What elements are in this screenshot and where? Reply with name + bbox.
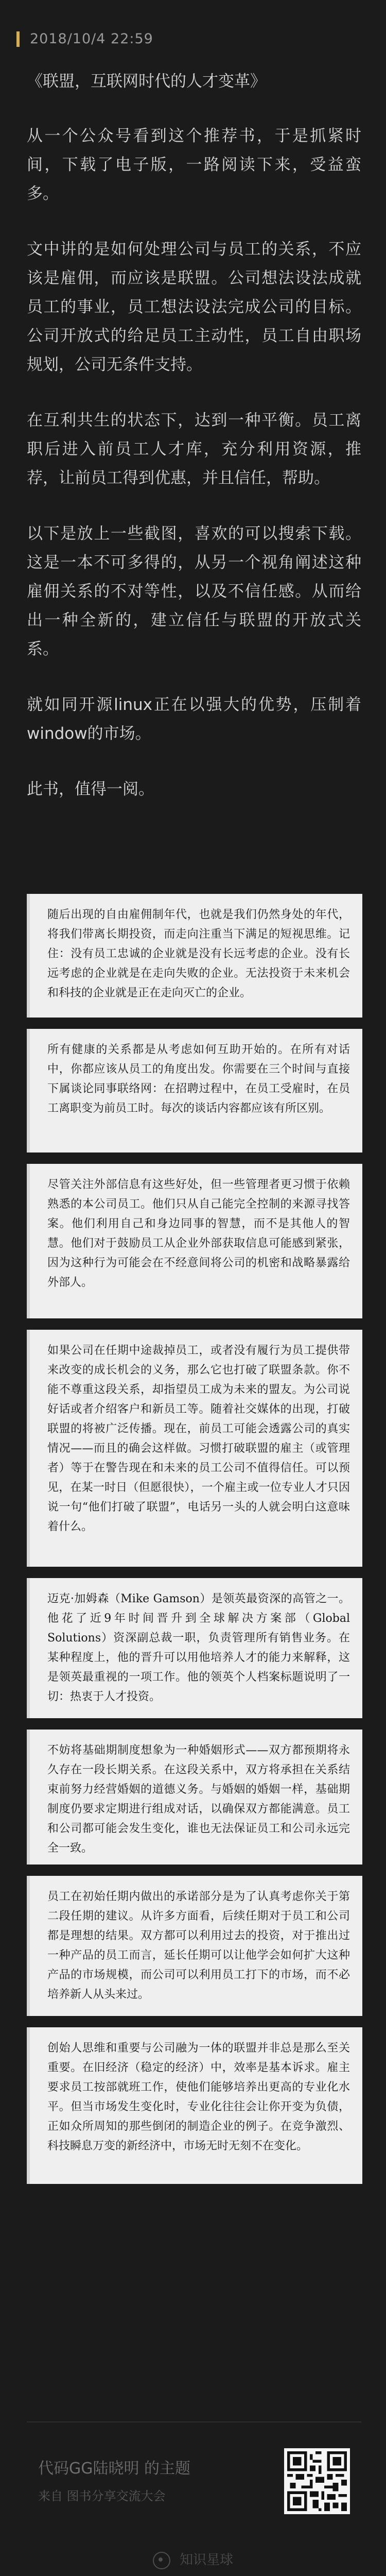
source-line[interactable]: 来自 图书分享交流大会 <box>38 2489 166 2503</box>
post-header <box>16 31 153 47</box>
excerpt-image-1[interactable] <box>27 894 362 1018</box>
excerpt-text: 尽管关注外部信息有这些好处，但一些管理者更习惯于依赖熟悉的本公司员工。他们只从自己能完全控制的来源寻找答案。他们利用自己和身边同事的智慧，而不是其他人的智慧。他们对于鼓励员工从企业外部获取信息可能感到紧张，因为这种行为可能会在不经意间将公司的机密和战略暴露给外部人。 <box>47 1178 350 1289</box>
post-paragraph: 从一个公众号看到这个推荐书，于是抓紧时间，下载了电子版，一路阅读下来，受益蛮多。 <box>27 127 361 203</box>
brand-footer <box>0 2549 386 2569</box>
post-paragraph: 文中讲的是如何处理公司与员工的关系，不应该是雇佣，而应该是联盟。公司想法设法成就员工的事业，员工想法设法完成公司的目标。公司开放式的给足员工主动性，员工自由职场规划，公司无条件支持。 <box>27 240 361 374</box>
excerpt-image-3[interactable] <box>27 1164 362 1318</box>
excerpt-image-5[interactable] <box>27 1578 362 1718</box>
footer-divider <box>27 2421 361 2422</box>
excerpt-text: 迈克·加姆森（Mike Gamson）是领英最资深的高管之一。他花了近9年时间晋升到全球解决方案部（Global Solutions）资深副总裁一职，负责管理所有销售业务。在某种程度上，他的晋升可以用他培养人才的能力来解释，这是领英最重视的一项工作。他的领英个人档案标题说明了一切：热衷于人才投资。 <box>47 1592 350 1703</box>
excerpt-image-2[interactable] <box>27 1029 362 1153</box>
brand-name: 知识星球 <box>180 2552 234 2568</box>
excerpt-images <box>27 894 362 2195</box>
post-paragraph: 就如同开源linux正在以强大的优势，压制着window的市场。 <box>27 696 361 743</box>
excerpt-text: 随后出现的自由雇佣制年代，也就是我们仍然身处的年代，将我们带离长期投资，而走向注重当下满足的短视思维。记住：没有员工忠诚的企业就是没有长远考虑的企业。没有长远考虑的企业就是在走向失败的企业。无法投资于未来机会和科技的企业就是正在走向灭亡的企业。 <box>47 908 350 999</box>
excerpt-image-4[interactable] <box>27 1330 362 1567</box>
accent-bar <box>16 31 20 47</box>
post-paragraph: 在互利共生的状态下，达到一种平衡。员工离职后进入前员工人才库，充分利用资源，推荐，让前员工得到优惠，并且信任，帮助。 <box>27 411 361 487</box>
post-paragraph: 以下是放上一些截图，喜欢的可以搜索下载。这是一本不可多得的，从另一个视角阐述这种雇佣关系的不对等性，以及不信任感。从而给出一种全新的，建立信任与联盟的开放式关系。 <box>27 524 361 658</box>
excerpt-text: 不妨将基础期制度想象为一种婚姻形式——双方都预期将永久存在一段长期关系。在这段关系中，双方将承担在关系结束前努力经营婚姻的道德义务。与婚姻的婚姻一样，基础期制度仍要求定期进行组成对话，以确保双方都能满意。员工和公司都可能会发生变化，谁也无法保证员工和公司永远完全一致。 <box>47 1744 350 1855</box>
excerpt-image-6[interactable] <box>27 1730 362 1865</box>
excerpt-text: 员工在初始任期内做出的承诺部分是为了认真考虑你关于第二段任期的建议。从许多方面看，后续任期对于员工和公司都是理想的结果。双方都可以利用过去的投资，对于推出过一种产品的员工而言，延长任期可以让他学会如何扩大这种产品的市场规模，而公司可以利用员工打下的市场，而不必培养新人从头来过。 <box>47 1890 350 2001</box>
post-timestamp: 2018/10/4 22:59 <box>30 31 153 47</box>
post-paragraph: 此书，值得一阅。 <box>27 780 154 799</box>
post-body <box>27 67 361 831</box>
author-line[interactable]: 代码GG陆晓明 的主题 <box>38 2460 191 2478</box>
planet-icon <box>153 2552 170 2569</box>
footer <box>0 2421 386 2576</box>
qr-code-icon[interactable] <box>284 2448 350 2514</box>
excerpt-image-7[interactable] <box>27 1876 362 2016</box>
excerpt-image-8[interactable] <box>27 2027 362 2184</box>
excerpt-text: 如果公司在任期中途裁掉员工，或者没有履行为员工提供带来改变的成长机会的义务，那么它也打破了联盟条款。你不能不尊重这段关系，却指望员工成为未来的盟友。为公司说好话或者介绍客户和新员工等。随着社交媒体的出现，打破联盟的将被广泛传播。现在，前员工可能会透露公司的真实情况——而且的确会这样做。习惯打破联盟的雇主（或管理者）等于在警告现在和未来的员工公司不值得信任。可以预见，在某一时日（但愿很快），一个雇主或一位专业人才只因说一句“他们打破了联盟”，电话另一头的人就会明白这意味着什么。 <box>47 1344 350 1533</box>
excerpt-text: 所有健康的关系都是从考虑如何互助开始的。在所有对话中，你都应该从员工的角度出发。你需要在三个时间与直接下属谈论同事联络网：在招聘过程中，在员工受雇时，在员工离职变为前员工时。每次的谈话内容都应该有所区别。 <box>47 1043 350 1115</box>
excerpt-text: 创始人思维和重要与公司融为一体的联盟并非总是那么至关重要。在旧经济（稳定的经济）中，效率是基本诉求。雇主要求员工按部就班工作，使他们能够培养出更高的专业化水平。但当市场发生变化时，专业化往往会让你开变为负债，正如众所周知的那些倒闭的制造企业的例子。在竞争激烈、科技瞬息万变的新经济中，市场无时无刻不在变化。 <box>47 2042 350 2153</box>
post-paragraph: 《联盟，互联网时代的人才变革》 <box>27 72 266 91</box>
